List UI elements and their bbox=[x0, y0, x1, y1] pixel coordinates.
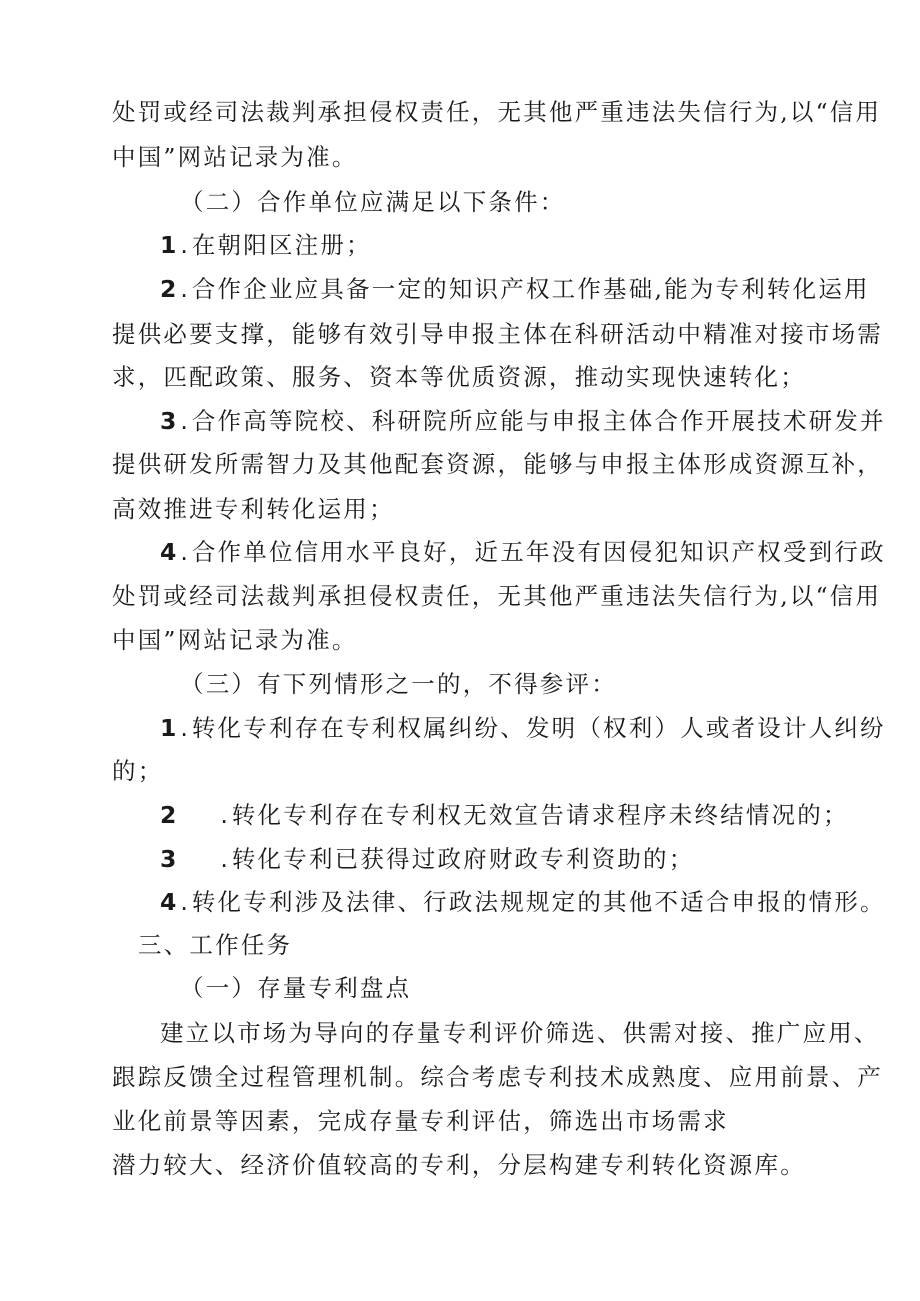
list-item bbox=[160, 537, 886, 567]
item-text: 转化专利存在专利权属纠纷、发明（权利）人或者设计人纠纷 bbox=[191, 714, 886, 742]
item-text: 合作企业应具备一定的知识产权工作基础,能为专利转化运用 bbox=[191, 275, 870, 303]
item-text: 合作单位信用水平良好，近五年没有因侵犯知识产权受到行政 bbox=[191, 538, 886, 566]
item-text: 合作高等院校、科研院所应能与申报主体合作开展技术研发并 bbox=[191, 407, 886, 435]
item-number: 3 bbox=[160, 407, 177, 435]
item-number: 4 bbox=[160, 888, 177, 916]
section-heading: 三、工作任务 bbox=[138, 931, 293, 959]
subsection-heading: （一）存量专利盘点 bbox=[180, 974, 412, 1002]
paragraph-line: 中国”网站记录为准。 bbox=[112, 626, 358, 654]
item-dot: . bbox=[180, 231, 188, 259]
item-dot: . bbox=[180, 538, 188, 566]
item-dot: . bbox=[180, 407, 188, 435]
item-dot: . bbox=[220, 801, 228, 829]
paragraph-line: 的； bbox=[112, 757, 164, 785]
paragraph-line: 处罚或经司法裁判承担侵权责任，无其他严重违法失信行为,以“信用 bbox=[112, 98, 882, 126]
list-item bbox=[160, 887, 886, 917]
item-dot: . bbox=[180, 888, 188, 916]
paragraph-line: 中国”网站记录为准。 bbox=[112, 143, 358, 171]
list-item bbox=[160, 406, 886, 436]
item-dot: . bbox=[180, 714, 188, 742]
item-number: 1 bbox=[160, 231, 177, 259]
paragraph-line: 潜力较大、经济价值较高的专利，分层构建专利转化资源库。 bbox=[112, 1151, 806, 1179]
item-text: 转化专利存在专利权无效宣告请求程序未终结情况的； bbox=[231, 801, 849, 829]
paragraph-line: 建立以市场为导向的存量专利评价筛选、供需对接、推广应用、 bbox=[160, 1019, 880, 1047]
paragraph-line: 提供必要支撑，能够有效引导申报主体在科研活动中精准对接市场需 bbox=[112, 320, 883, 348]
paragraph-line: 跟踪反馈全过程管理机制。综合考虑专利技术成熟度、应用前景、产 bbox=[112, 1063, 883, 1091]
list-item bbox=[160, 713, 886, 743]
paragraph-line: 求，匹配政策、服务、资本等优质资源，推动实现快速转化； bbox=[112, 363, 806, 391]
paragraph-line: 处罚或经司法裁判承担侵权责任，无其他严重违法失信行为,以“信用 bbox=[112, 582, 882, 610]
item-number: 1 bbox=[160, 714, 177, 742]
item-number: 2 bbox=[160, 801, 177, 829]
item-text: 转化专利已获得过政府财政专利资助的； bbox=[231, 845, 695, 873]
section-heading: （二）合作单位应满足以下条件： bbox=[180, 188, 566, 216]
paragraph-line: 提供研发所需智力及其他配套资源，能够与申报主体形成资源互补， bbox=[112, 450, 883, 478]
list-item bbox=[160, 230, 372, 260]
item-text: 在朝阳区注册； bbox=[191, 231, 372, 259]
section-heading: （三）有下列情形之一的，不得参评： bbox=[180, 670, 617, 698]
item-number: 3 bbox=[160, 845, 177, 873]
item-dot: . bbox=[180, 275, 188, 303]
paragraph-line: 高效推进专利转化运用； bbox=[112, 495, 395, 523]
list-item bbox=[160, 274, 870, 304]
item-text: 转化专利涉及法律、行政法规规定的其他不适合申报的情形。 bbox=[191, 888, 886, 916]
paragraph-line: 业化前景等因素，完成存量专利评估，筛选出市场需求 bbox=[112, 1107, 729, 1135]
item-number: 4 bbox=[160, 538, 177, 566]
list-item bbox=[160, 800, 849, 830]
item-number: 2 bbox=[160, 275, 177, 303]
item-dot: . bbox=[220, 845, 228, 873]
list-item bbox=[160, 844, 694, 874]
